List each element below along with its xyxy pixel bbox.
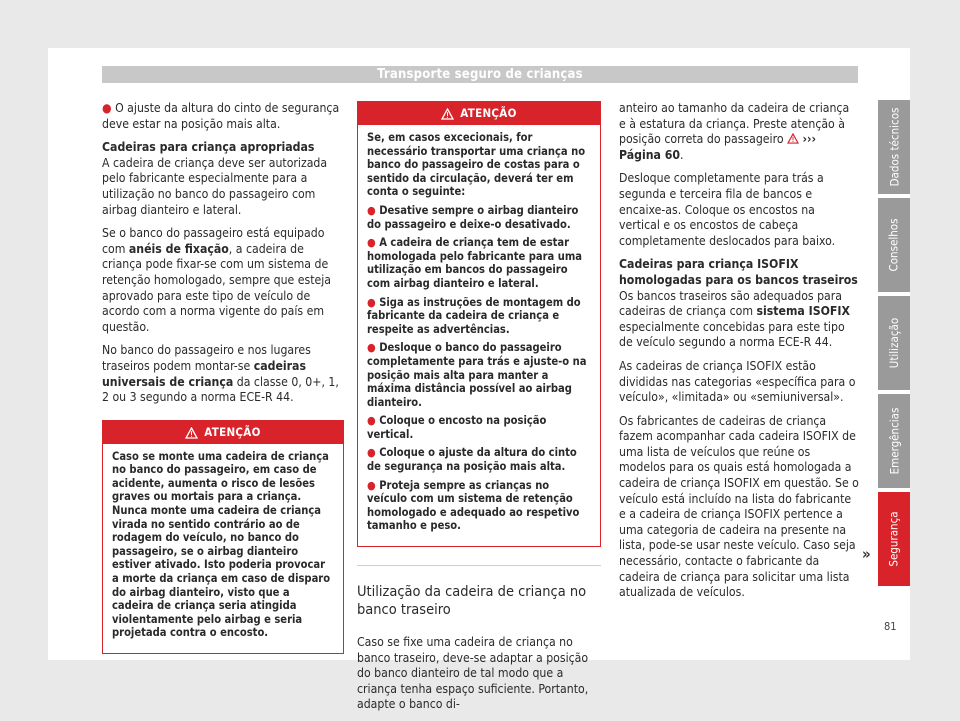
- page-reference-link[interactable]: ››› Página 60: [619, 132, 817, 162]
- paragraph: Desloque completamente para trás a segunda e terceira fila de bancos e encaixe-as. Coloque os encostos na vertical e os encostos de cabeça completamente deslocados para baixo.: [619, 171, 836, 248]
- warning-item: ● Siga as instruções de montagem do fabricante da cadeira de criança e respeite as advertências.: [367, 295, 581, 336]
- warning-item: ● Desative sempre o airbag dianteiro do passageiro e deixe-o desativado.: [367, 203, 579, 231]
- paragraph: anteiro ao tamanho da cadeira de criança e à estatura da criança. Preste atenção à posição correta do passageiro ››› Página 60.: [619, 101, 850, 162]
- warning-body: Caso se monte uma cadeira de criança no banco do passageiro, em caso de acidente, aumenta o risco de lesões graves ou mortais para a criança. Nunca monte uma cadeira de criança virada no sentido contrário ao de rodagem do veículo, no banco do passageiro, se o airbag dianteiro estiver ativado. Isto poderia provocar a morte da criança em caso de disparo do airbag dianteiro, visto que a cadeira de criança seria atingida violentamente pelo airbag e seria projetada contra o encosto.: [112, 449, 331, 640]
- warning-title: ATENÇÃO: [204, 424, 261, 439]
- paragraph: No banco do passageiro e nos lugares traseiros podem montar-se cadeiras universais de criança da classe 0, 0+, 1, 2 ou 3 segundo a norma ECE-R 44.: [102, 343, 339, 405]
- warning-header: [358, 102, 600, 125]
- bullet-icon: ●: [102, 101, 112, 115]
- warning-item: ● Proteja sempre as crianças no veículo com um sistema de retenção homologado e adequado ao respetivo tamanho e peso.: [367, 478, 580, 533]
- warning-item: ● Desloque o banco do passageiro completamente para trás e ajuste-o na posição mais alta para manter a máxima distância possível ao airbag dianteiro.: [367, 341, 587, 409]
- column-2: [357, 101, 601, 721]
- paragraph: [102, 101, 344, 132]
- paragraph: Se o banco do passageiro está equipado com anéis de fixação, a cadeira de criança pode fixar-se com um sistema de retenção homologado, sempre que esteja aprovado para este tipo de veículo de acordo com a norma vigente do país em questão.: [102, 226, 332, 334]
- warning-box: [102, 420, 344, 654]
- tab-conselhos[interactable]: Conselhos: [878, 198, 910, 292]
- continue-arrow-icon: »: [862, 545, 871, 563]
- bullet-text: O ajuste da altura do cinto de segurança deve estar na posição mais alta.: [102, 101, 340, 131]
- tab-emergencias[interactable]: Emergências: [878, 394, 910, 488]
- warning-body: [358, 125, 600, 546]
- warning-triangle-icon: [441, 108, 454, 120]
- paragraph: Os fabricantes de cadeiras de criança fazem acompanhar cada cadeira ISOFIX de uma lista de veículos que reúne os modelos para os quais está homologada a cadeira de criança ISOFIX em questão. Se o veículo está incluído na lista do fabricante e a cadeira de criança ISOFIX pertence a uma categoria de cadeira na presente na lista, pode-se usar neste veículo. Caso seja necessário, contacte o fabricante da cadeira de criança para solicitar uma lista atualizada de veículos.: [619, 413, 859, 600]
- subheading: Cadeiras para criança apropriadas: [102, 140, 315, 155]
- warning-item: ● Coloque o encosto na posição vertical.: [367, 414, 547, 441]
- page-header: Transporte seguro de crianças: [102, 66, 858, 83]
- column-3: [619, 101, 859, 609]
- tab-seguranca[interactable]: Segurança: [878, 492, 910, 586]
- warning-item: ● A cadeira de criança tem de estar homologada pelo fabricante para uma utilização em bancos do passageiro com airbag dianteiro e lateral.: [367, 236, 582, 290]
- warning-header: [103, 421, 343, 444]
- warning-triangle-icon: [787, 133, 799, 144]
- column-1: [102, 101, 344, 654]
- warning-item: ● Coloque o ajuste da altura do cinto de segurança na posição mais alta.: [367, 446, 577, 474]
- warning-box: [357, 101, 601, 547]
- paragraph: Caso se fixe uma cadeira de criança no banco traseiro, deve-se adaptar a posição do banco dianteiro de tal modo que a criança tenha espaço suficiente. Portanto, adapte o banco di-: [357, 635, 589, 712]
- paragraph: A cadeira de criança deve ser autorizada pelo fabricante especialmente para a utilização no banco do passageiro com airbag dianteiro e lateral.: [102, 155, 328, 217]
- tab-utilizacao[interactable]: Utilização: [878, 296, 910, 390]
- warning-title: ATENÇÃO: [460, 106, 517, 120]
- warning-triangle-icon: [185, 427, 198, 439]
- page-number: 81: [884, 620, 897, 633]
- section-title: Utilização da cadeira de criança no banco traseiro: [357, 584, 587, 619]
- section: [357, 565, 601, 713]
- warning-intro: Se, em casos excecionais, for necessário transportar uma criança no banco do passageiro de costas para o sentido da circulação, deverá ter em conta o seguinte:: [367, 131, 586, 199]
- paragraph: As cadeiras de criança ISOFIX estão divididas nas categorias «específica para o veículo», «limitada» ou «semiuniversal».: [619, 358, 856, 405]
- subheading: Cadeiras para criança ISOFIX homologadas para os bancos traseiros: [619, 257, 858, 287]
- paragraph: Os bancos traseiros são adequados para cadeiras de criança com sistema ISOFIX especialmente concebidas para este tipo de veículo segundo a norma ECE-R 44.: [619, 288, 850, 350]
- tab-dados-tecnicos[interactable]: Dados técnicos: [878, 100, 910, 194]
